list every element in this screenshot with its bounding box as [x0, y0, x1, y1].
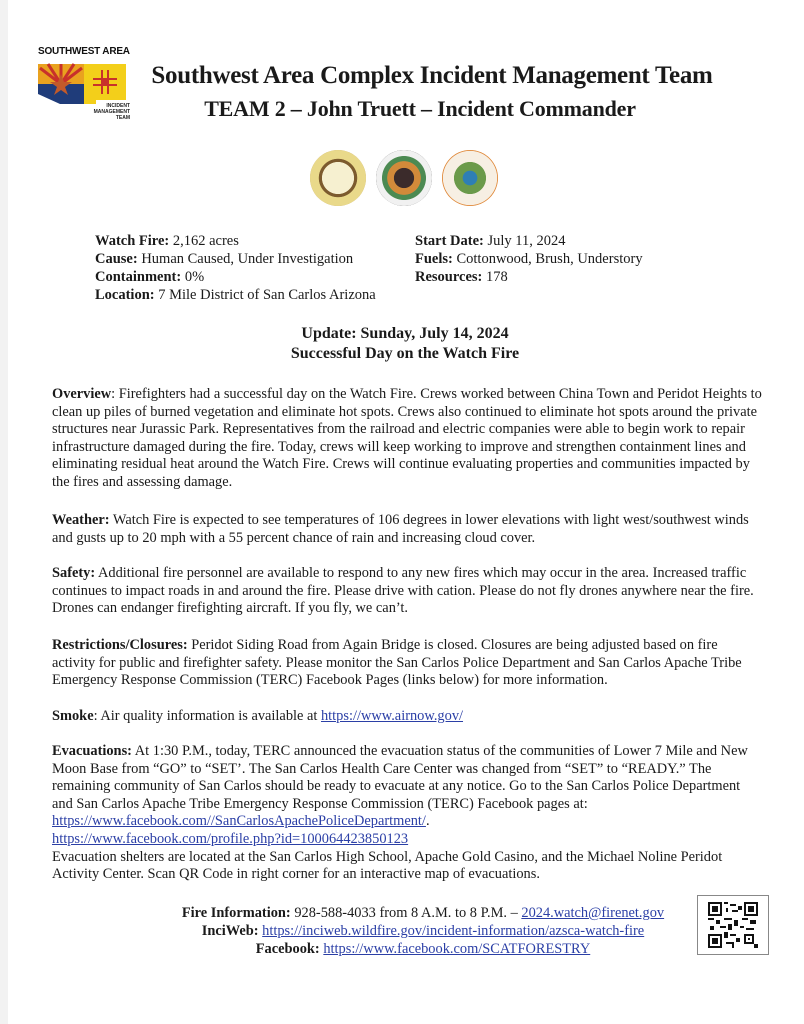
scat-forestry-facebook-link[interactable]: https://www.facebook.com/SCATFORESTRY	[323, 941, 591, 957]
natural-resources-seal-icon	[376, 150, 432, 206]
update-headline: Successful Day on the Watch Fire	[290, 345, 520, 362]
terc-facebook-link[interactable]: https://www.facebook.com/profile.php?id=100064423850123	[52, 830, 409, 847]
facebook-line: Facebook: https://www.facebook.com/SCATFORESTRY	[255, 941, 591, 957]
fire-info-email-link[interactable]: 2024.watch@firenet.gov	[521, 905, 665, 921]
update-date: Update: Sunday, July 14, 2024	[301, 325, 509, 342]
evacuations-section: Evacuations: At 1:30 P.M., today, TERC announced the evacuation status of the communities of Lower 7 Mile and New Moon Base from “GO” to “SET’. The San Carlos Health Care Center was changed from “SET” to “READY.” The remaining community of San Carlos should be ready to evacuate at any notice. Go to the San Carlos Police Department and San Carlos Apache Tribe Emergency Response Commission (TERC) Facebook pages at: https://www.facebook.com//SanCarlosApachePoliceDepartment/. https://www.facebook.com/profile.php?id=100064423850123 Evacuation shelters are located at the San Carlos High School, Apache Gold Casino, and the Michael Noline Peridot Activity Center. Scan QR Code in right corner for an interactive map of evacuations.	[52, 743, 748, 883]
inciweb-line: InciWeb: https://inciweb.wildfire.gov/incident-information/azsca-watch-fire	[201, 923, 645, 939]
fire-facts-right	[415, 232, 643, 286]
police-facebook-link[interactable]: https://www.facebook.com//SanCarlosApachePoliceDepartment/	[52, 813, 426, 830]
fact-resources: Resources: 178	[415, 269, 508, 285]
update-heading	[0, 324, 804, 364]
overview-section: Overview: Firefighters had a successful day on the Watch Fire. Crews worked between China Town and Peridot Heights to clean up piles of burned vegetation and eliminate hot spots. Crews also continued to eliminate hot spots around the private structures near Jurassic Park. Representatives from the railroad and electric companies were able to begin work to repair infrastructure damaged during the fire. Today, crews will keep working to improve and strengthen containment lines and eliminating residual heat around the Watch Fire. Crews will continue evaluating properties and communities impacted by the fires and assessing damage.	[52, 386, 762, 490]
qr-code-icon	[708, 902, 758, 948]
qr-code[interactable]	[697, 895, 769, 955]
page-subtitle: TEAM 2 – John Truett – Incident Commander	[204, 96, 636, 121]
weather-section: Weather: Watch Fire is expected to see temperatures of 106 degrees in lower elevations with light west/southwest winds and gusts up to 20 mph with a 55 percent chance of rain and increasing cloud cover.	[52, 512, 749, 546]
san-carlos-apache-tribe-seal-icon	[442, 150, 498, 206]
agency-seals	[310, 150, 498, 206]
restrictions-section: Restrictions/Closures: Peridot Siding Road from Again Bridge is closed. Closures are being adjusted based on fire activity for public and firefighter safety. Please monitor the San Carlos Police Department and San Carlos Apache Tribe Emergency Response Commission (TERC) Facebook Pages (links below) for more information.	[52, 637, 742, 689]
fact-start-date: Start Date: July 11, 2024	[415, 233, 566, 249]
fire-facts-left	[95, 232, 376, 304]
smoke-section: Smoke: Air quality information is available at https://www.airnow.gov/	[52, 708, 464, 724]
inciweb-link[interactable]: https://inciweb.wildfire.gov/incident-information/azsca-watch-fire	[262, 923, 645, 939]
bureau-of-indian-affairs-seal-icon	[310, 150, 366, 206]
fact-location: Location: 7 Mile District of San Carlos Arizona	[95, 287, 376, 303]
safety-section: Safety: Additional fire personnel are available to respond to any new fires which may occur in the area. Increased traffic continues to impact roads in and around the fire. Please drive with cation. Please do not fly drones anywhere near the fire. Drones can endanger firefighting aircraft. If you fly, we can’t.	[52, 565, 754, 617]
airnow-link[interactable]: https://www.airnow.gov/	[320, 708, 464, 724]
fact-containment: Containment: 0%	[95, 269, 205, 285]
page-title: Southwest Area Complex Incident Management Team	[151, 62, 713, 89]
fact-fire-size: Watch Fire: 2,162 acres	[95, 233, 239, 249]
contact-footer	[0, 904, 804, 958]
logo-sub-text: INCIDENT MANAGEMENT TEAM	[93, 103, 130, 121]
fire-information-line: Fire Information: 928-588-4033 from 8 A.M. to 8 P.M. – 2024.watch@firenet.gov	[181, 905, 665, 921]
logo-top-text: SOUTHWEST AREA	[38, 46, 130, 57]
fact-fuels: Fuels: Cottonwood, Brush, Understory	[415, 251, 643, 267]
page-edge	[0, 0, 8, 1024]
fact-cause: Cause: Human Caused, Under Investigation	[95, 251, 354, 267]
